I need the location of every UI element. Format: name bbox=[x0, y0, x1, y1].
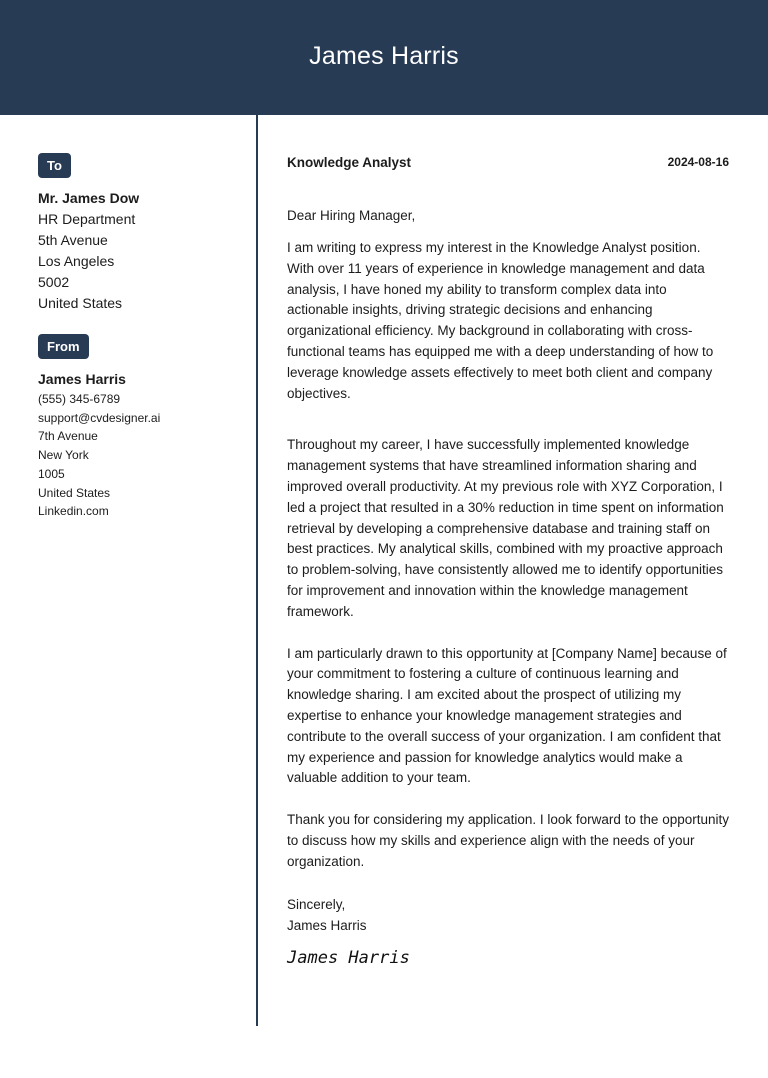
sender-street: 7th Avenue bbox=[38, 429, 98, 444]
sender-email: support@cvdesigner.ai bbox=[38, 410, 161, 425]
letter-paragraph: Thank you for considering my application. I look forward to the opportunity to discuss how my skills and experience align with the needs of your organization. bbox=[287, 812, 729, 869]
closing-phrase: Sincerely, bbox=[287, 896, 346, 912]
sender-postal-code: 1005 bbox=[38, 466, 65, 481]
letter-paragraph: I am writing to express my interest in the Knowledge Analyst position. With over 11 years of experience in knowledge management and data analysis, I have honed my ability to transform complex data into actionable insights, driving strategic decisions and enhancing organizational efficiency. My background in collaborating with cross-functional teams has equipped me with a deep understanding of how to leverage knowledge assets effectively to meet both client and company objectives. bbox=[287, 240, 714, 401]
recipient-block bbox=[38, 188, 238, 314]
column-divider bbox=[256, 115, 258, 1026]
closing bbox=[287, 894, 729, 936]
sender-block bbox=[38, 369, 238, 521]
letter-date: 2024-08-16 bbox=[667, 155, 729, 169]
job-title: Knowledge Analyst bbox=[287, 155, 412, 170]
closing-name: James Harris bbox=[287, 917, 367, 933]
salutation: Dear Hiring Manager, bbox=[287, 208, 416, 223]
recipient-name: Mr. James Dow bbox=[38, 190, 140, 206]
to-badge: To bbox=[38, 153, 71, 178]
sender-city: New York bbox=[38, 448, 89, 463]
signature: James Harris bbox=[287, 947, 410, 968]
recipient-postal-code: 5002 bbox=[38, 274, 70, 290]
sender-phone: (555) 345-6789 bbox=[38, 392, 121, 406]
applicant-name: James Harris bbox=[309, 42, 459, 70]
letter-paragraph: Throughout my career, I have successfully implemented knowledge management systems that have streamlined information sharing and improved overall productivity. At my previous role with XYZ Corporation, I led a project that resulted in a 30% reduction in time spent on information retrieval by developing a comprehensive database and training staff on best practices. My analytical skills, combined with my proactive approach to problem-solving, have consistently allowed me to identify opportunities for improvement and innovation within the knowledge management framework. bbox=[287, 437, 724, 619]
sender-name: James Harris bbox=[38, 371, 126, 387]
recipient-street: 5th Avenue bbox=[38, 232, 108, 248]
sidebar bbox=[38, 153, 238, 521]
recipient-city: Los Angeles bbox=[38, 253, 115, 269]
recipient-country: United States bbox=[38, 295, 123, 311]
sender-linkedin: Linkedin.com bbox=[38, 504, 109, 519]
page-header bbox=[0, 0, 768, 115]
letter-paragraph: I am particularly drawn to this opportunity at [Company Name] because of your commitment to fostering a culture of continuous learning and knowledge sharing. I am excited about the prospect of utilizing my expertise to enhance your knowledge management strategies and contribute to the overall success of your organization. I am confident that my experience and passion for knowledge analytics would make a valuable addition to your team. bbox=[287, 645, 727, 786]
letter-title-row bbox=[287, 153, 729, 173]
sender-country: United States bbox=[38, 485, 111, 500]
from-badge: From bbox=[38, 334, 89, 359]
recipient-department: HR Department bbox=[38, 211, 136, 227]
letter-body bbox=[287, 153, 729, 968]
